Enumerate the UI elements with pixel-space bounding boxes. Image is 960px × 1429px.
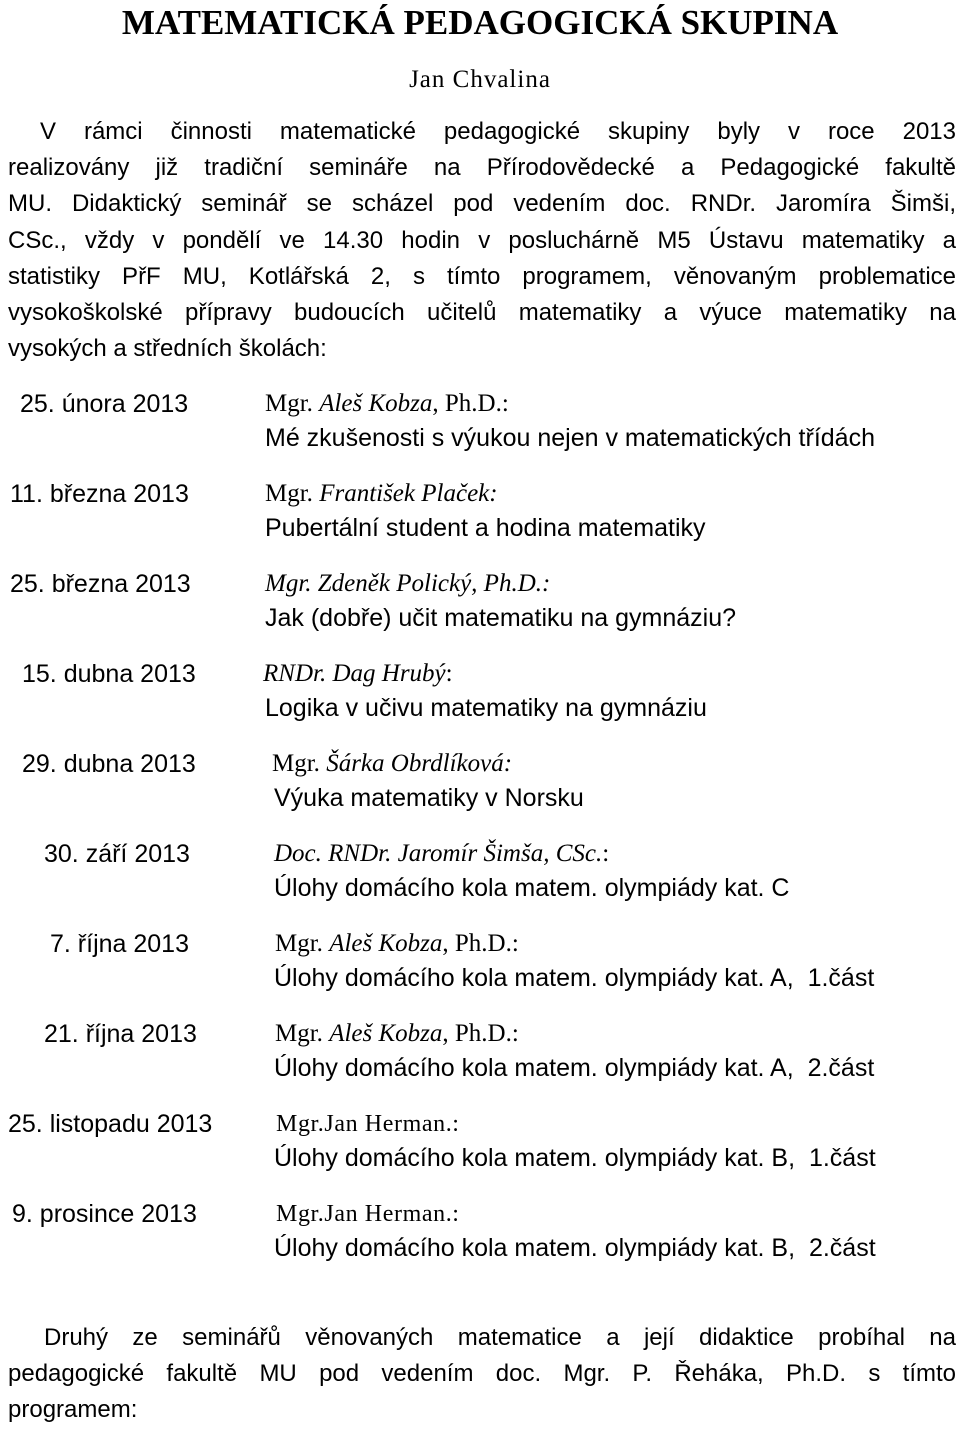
entry-topic: Jak (dobře) učit matematiku na gymnáziu?	[265, 604, 737, 632]
entry-topic: Logika v učivu matematiky na gymnáziu	[265, 694, 707, 722]
entry-lecturer	[265, 566, 550, 602]
lecturer-degree: Mgr.Jan Herman.:	[276, 1201, 460, 1227]
entry-lecturer	[263, 656, 453, 692]
outro-paragraph	[8, 1320, 956, 1429]
entry-date: 25. března 2013	[10, 570, 191, 598]
page-title: MATEMATICKÁ PEDAGOGICKÁ SKUPINA	[121, 3, 839, 42]
lecturer-suffix: , Ph.D.:	[442, 1020, 519, 1047]
schedule-entry	[0, 1196, 960, 1276]
entry-topic: Úlohy domácího kola matem. olympiády kat. B, 1.část	[274, 1144, 876, 1172]
lecturer-suffix: :	[602, 840, 610, 867]
outro-line: programem:	[8, 1396, 138, 1424]
schedule-entry	[0, 746, 960, 826]
lecturer-degree: Mgr.	[275, 930, 330, 957]
entry-lecturer	[276, 1196, 460, 1232]
schedule-entry	[0, 386, 960, 466]
entry-date: 25. února 2013	[20, 390, 189, 418]
lecturer-suffix: :	[445, 660, 453, 687]
entry-date: 25. listopadu 2013	[8, 1110, 213, 1138]
lecturer-name: František Plaček:	[319, 480, 498, 507]
lecturer-name: Aleš Kobza	[329, 1020, 443, 1047]
schedule-entry	[0, 836, 960, 916]
lecturer-degree: Mgr.	[265, 480, 320, 507]
lecturer-degree: Mgr.	[272, 750, 327, 777]
outro-line: Druhý ze seminářů věnovaných matematice a její didaktice probíhal na	[44, 1324, 956, 1351]
entry-date: 29. dubna 2013	[22, 750, 196, 778]
schedule-entry	[0, 566, 960, 646]
schedule-entry	[0, 476, 960, 556]
outro-line: pedagogické fakultě MU pod vedením doc. Mgr. P. Řeháka, Ph.D. s tímto	[8, 1360, 956, 1388]
entry-lecturer	[265, 476, 498, 512]
intro-line: realizovány již tradiční semináře na Přírodovědecké a Pedagogické fakultě	[8, 154, 956, 182]
entry-lecturer	[274, 836, 609, 872]
author-name: Jan Chvalina	[409, 66, 551, 93]
lecturer-name: Aleš Kobza	[329, 930, 443, 957]
entry-topic: Výuka matematiky v Norsku	[274, 784, 584, 812]
lecturer-name: Šárka Obrdlíková:	[326, 750, 513, 777]
entry-date: 15. dubna 2013	[22, 660, 196, 688]
entry-lecturer	[275, 1016, 519, 1052]
intro-paragraph	[8, 114, 956, 367]
lecturer-degree: Mgr.	[265, 390, 320, 417]
schedule-entry	[0, 1106, 960, 1186]
entry-date: 7. října 2013	[50, 930, 189, 958]
entry-lecturer	[275, 926, 519, 962]
entry-date: 11. března 2013	[10, 480, 189, 508]
entry-date: 9. prosince 2013	[12, 1200, 197, 1228]
intro-line: V rámci činnosti matematické pedagogické skupiny byly v roce 2013	[40, 118, 956, 145]
entry-topic: Pubertální student a hodina matematiky	[265, 514, 706, 542]
lecturer-degree: Mgr.Jan Herman.:	[276, 1111, 460, 1137]
entry-lecturer	[265, 386, 509, 422]
entry-topic: Mé zkušenosti s výukou nejen v matematických třídách	[265, 424, 875, 452]
entry-date: 21. října 2013	[44, 1020, 197, 1048]
intro-line: statistiky PřF MU, Kotlářská 2, s tímto programem, věnovaným problematice	[8, 262, 956, 290]
lecturer-name: RNDr. Dag Hrubý	[263, 660, 446, 687]
schedule-entry	[0, 656, 960, 736]
entry-topic: Úlohy domácího kola matem. olympiády kat. C	[274, 874, 790, 902]
entry-lecturer	[276, 1106, 460, 1142]
schedule-entry	[0, 926, 960, 1006]
intro-line: vysokých a středních školách:	[8, 335, 327, 363]
entry-date: 30. září 2013	[44, 840, 190, 868]
intro-line: MU. Didaktický seminář se scházel pod vedením doc. RNDr. Jaromíra Šimši,	[8, 190, 956, 218]
lecturer-suffix: , Ph.D.:	[432, 390, 509, 417]
lecturer-degree: Mgr.	[275, 1020, 330, 1047]
intro-line: vysokoškolské přípravy budoucích učitelů matematiky a výuce matematiky na	[8, 299, 956, 327]
lecturer-name: Mgr. Zdeněk Polický, Ph.D.:	[265, 570, 551, 597]
lecturer-name: Aleš Kobza	[319, 390, 433, 417]
entry-topic: Úlohy domácího kola matem. olympiády kat. A, 1.část	[274, 964, 875, 992]
lecturer-name: Doc. RNDr. Jaromír Šimša, CSc.	[274, 840, 603, 867]
lecturer-suffix: , Ph.D.:	[442, 930, 519, 957]
intro-line: CSc., vždy v pondělí ve 14.30 hodin v posluchárně M5 Ústavu matematiky a	[8, 226, 956, 254]
entry-topic: Úlohy domácího kola matem. olympiády kat. A, 2.část	[274, 1054, 875, 1082]
entry-topic: Úlohy domácího kola matem. olympiády kat. B, 2.část	[274, 1234, 876, 1262]
schedule-entry	[0, 1016, 960, 1096]
entry-lecturer	[272, 746, 512, 782]
